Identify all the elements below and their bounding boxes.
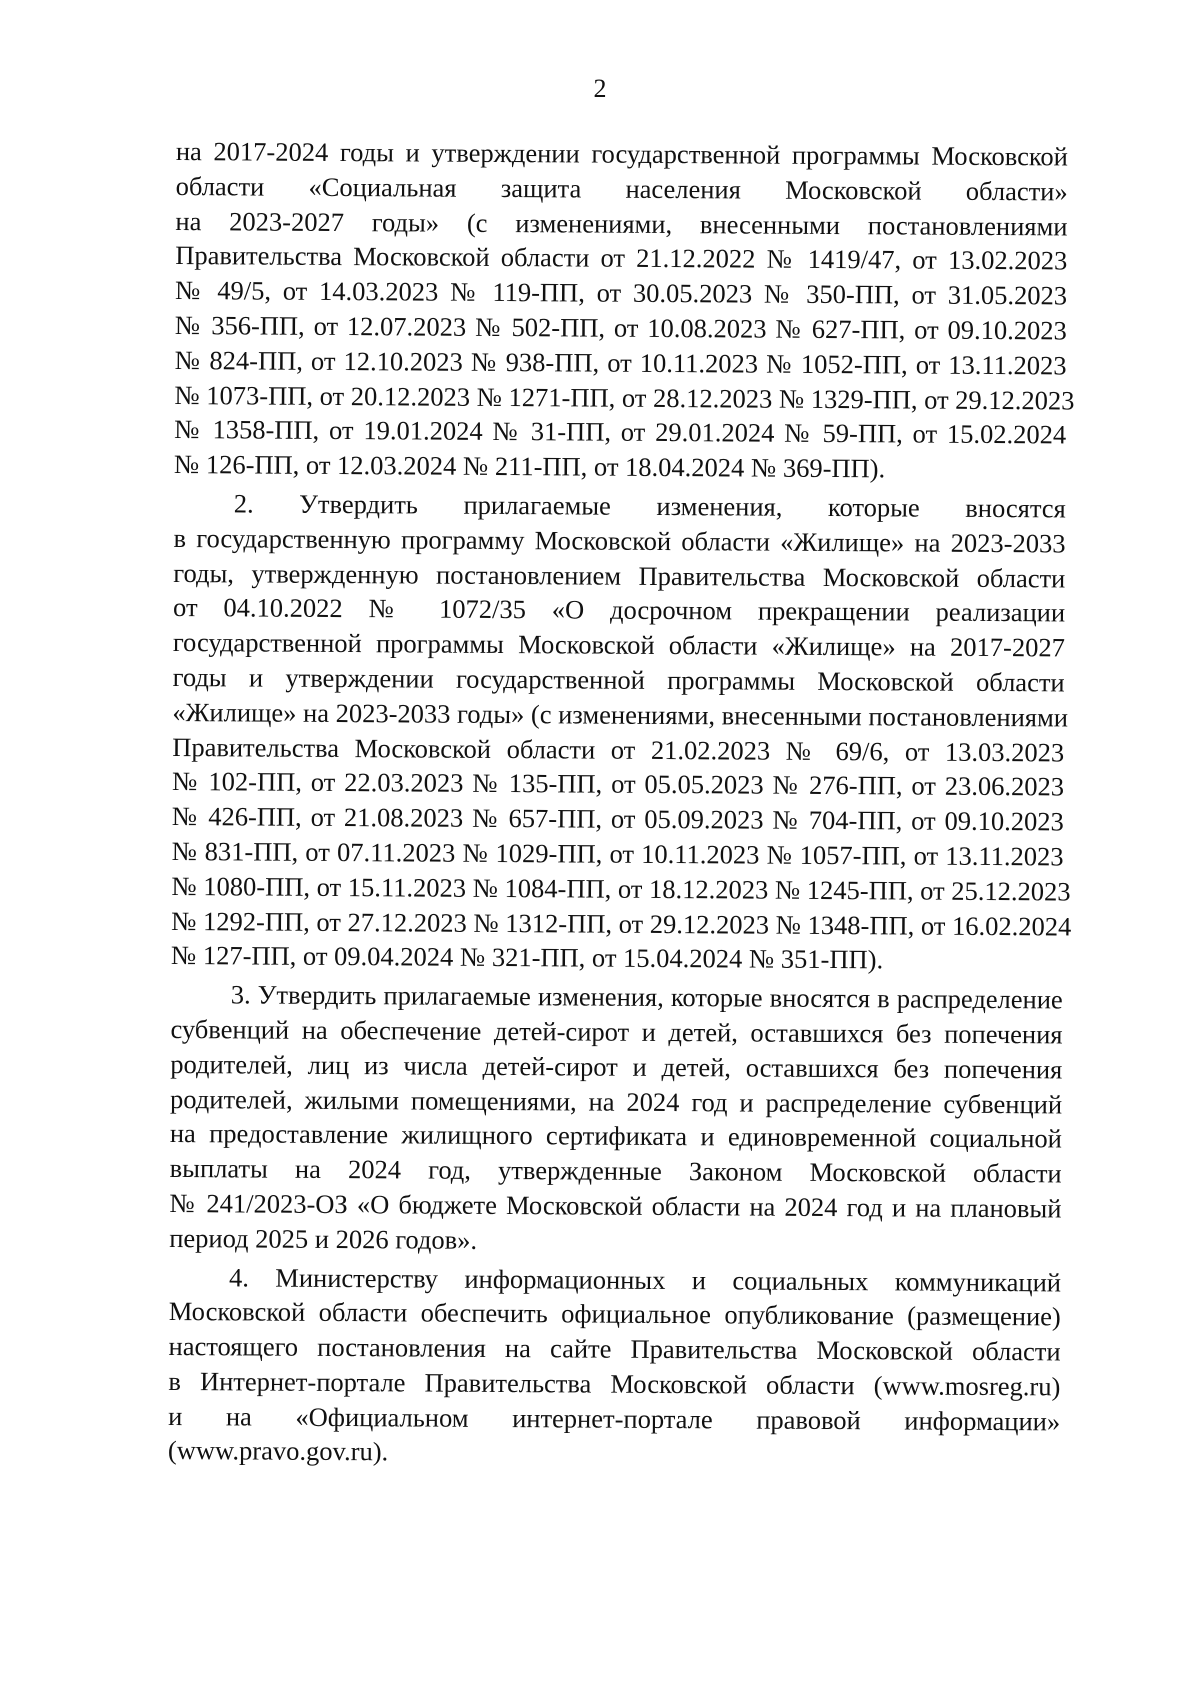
text-line: № 127-ПП, от 09.04.2024 № 321-ПП, от 15.04.2024 № 351-ПП). bbox=[170, 940, 884, 975]
paragraph-3 bbox=[169, 977, 1063, 1261]
text-line: области «Социальная защита населения Московской области» bbox=[175, 170, 1068, 207]
text-line: от 04.10.2022 № 1072/35 «О досрочном прекращении реализации bbox=[173, 592, 1066, 628]
text-line: выплаты на 2024 год, утвержденные Законом Московской области bbox=[169, 1153, 1062, 1189]
text-line: в Интернет-портале Правительства Московской области (www.mosreg.ru) bbox=[168, 1365, 1061, 1402]
text-line: № 426-ПП, от 21.08.2023 № 657-ПП, от 05.09.2023 № 704-ПП, от 09.10.2023 bbox=[171, 801, 1064, 837]
text-line: № 241/2023-ОЗ «О бюджете Московской области на 2024 год и на плановый bbox=[169, 1187, 1062, 1224]
text-line: государственной программы Московской области «Жилище» на 2017-2027 bbox=[172, 627, 1065, 663]
text-line: на 2023-2027 годы» (с изменениями, внесенными постановлениями bbox=[175, 205, 1068, 242]
text-line: годы и утверждении государственной программы Московской области bbox=[172, 661, 1065, 698]
page-number: 2 bbox=[593, 74, 607, 103]
text-line: № 1080-ПП, от 15.11.2023 № 1084-ПП, от 18.12.2023 № 1245-ПП, от 25.12.2023 bbox=[171, 870, 1071, 907]
text-line: Правительства Московской области от 21.12.2022 № 1419/47, от 13.02.2023 bbox=[175, 240, 1068, 276]
text-line: Правительства Московской области от 21.02.2023 № 69/6, от 13.03.2023 bbox=[172, 731, 1065, 767]
text-line: настоящего постановления на сайте Правительства Московской области bbox=[168, 1331, 1061, 1367]
text-line: Московской области обеспечить официальное опубликование (размещение) bbox=[168, 1296, 1061, 1332]
text-line: № 824-ПП, от 12.10.2023 № 938-ПП, от 10.11.2023 № 1052-ПП, от 13.11.2023 bbox=[174, 344, 1067, 381]
text-line: родителей, жилыми помещениями, на 2024 год и распределение субвенций bbox=[170, 1083, 1063, 1119]
document-body bbox=[167, 134, 1075, 1474]
text-line: № 49/5, от 14.03.2023 № 119-ПП, от 30.05.2023 № 350-ПП, от 31.05.2023 bbox=[174, 275, 1068, 311]
paragraph-1 bbox=[173, 134, 1075, 487]
text-line: № 102-ПП, от 22.03.2023 № 135-ПП, от 05.05.2023 № 276-ПП, от 23.06.2023 bbox=[171, 766, 1065, 802]
text-line: в государственную программу Московской области «Жилище» на 2023-2033 bbox=[173, 522, 1066, 559]
text-line: «Жилище» на 2023-2033 годы» (с изменениями, внесенными постановлениями bbox=[172, 696, 1069, 733]
text-line: № 1292-ПП, от 27.12.2023 № 1312-ПП, от 29.12.2023 № 1348-ПП, от 16.02.2024 bbox=[171, 905, 1072, 942]
text-line: на предоставление жилищного сертификата и единовременной социальной bbox=[169, 1118, 1062, 1154]
text-line: 3. Утвердить прилагаемые изменения, которые вносятся в распределение bbox=[230, 979, 1063, 1015]
text-line: № 1358-ПП, от 19.01.2024 № 31-ПП, от 29.01.2024 № 59-ПП, от 15.02.2024 bbox=[174, 414, 1067, 450]
text-line: субвенций на обеспечение детей-сирот и детей, оставшихся без попечения bbox=[170, 1013, 1063, 1050]
text-line: 2. Утвердить прилагаемые изменения, которые вносятся bbox=[233, 488, 1066, 524]
text-line: годы, утвержденную постановлением Правительства Московской области bbox=[173, 557, 1066, 594]
text-line: и на «Официальном интернет-портале правовой информации» bbox=[168, 1400, 1061, 1437]
text-line: № 1073-ПП, от 20.12.2023 № 1271-ПП, от 28.12.2023 № 1329-ПП, от 29.12.2023 bbox=[174, 379, 1075, 416]
text-line: № 126-ПП, от 12.03.2024 № 211-ПП, от 18.04.2024 № 369-ПП). bbox=[173, 449, 886, 484]
paragraph-2 bbox=[170, 486, 1072, 979]
text-line: 4. Министерству информационных и социальных коммуникаций bbox=[228, 1261, 1062, 1297]
text-line: (www.pravo.gov.ru). bbox=[167, 1435, 389, 1467]
paragraph-4 bbox=[168, 1259, 1061, 1473]
text-line: № 831-ПП, от 07.11.2023 № 1029-ПП, от 10.11.2023 № 1057-ПП, от 13.11.2023 bbox=[171, 835, 1064, 872]
text-line: период 2025 и 2026 годов». bbox=[169, 1222, 478, 1255]
text-line: № 356-ПП, от 12.07.2023 № 502-ПП, от 10.08.2023 № 627-ПП, от 09.10.2023 bbox=[174, 309, 1067, 346]
text-line: родителей, лиц из числа детей-сирот и детей, оставшихся без попечения bbox=[170, 1048, 1063, 1085]
text-line: на 2017-2024 годы и утверждении государственной программы Московской bbox=[175, 135, 1068, 172]
